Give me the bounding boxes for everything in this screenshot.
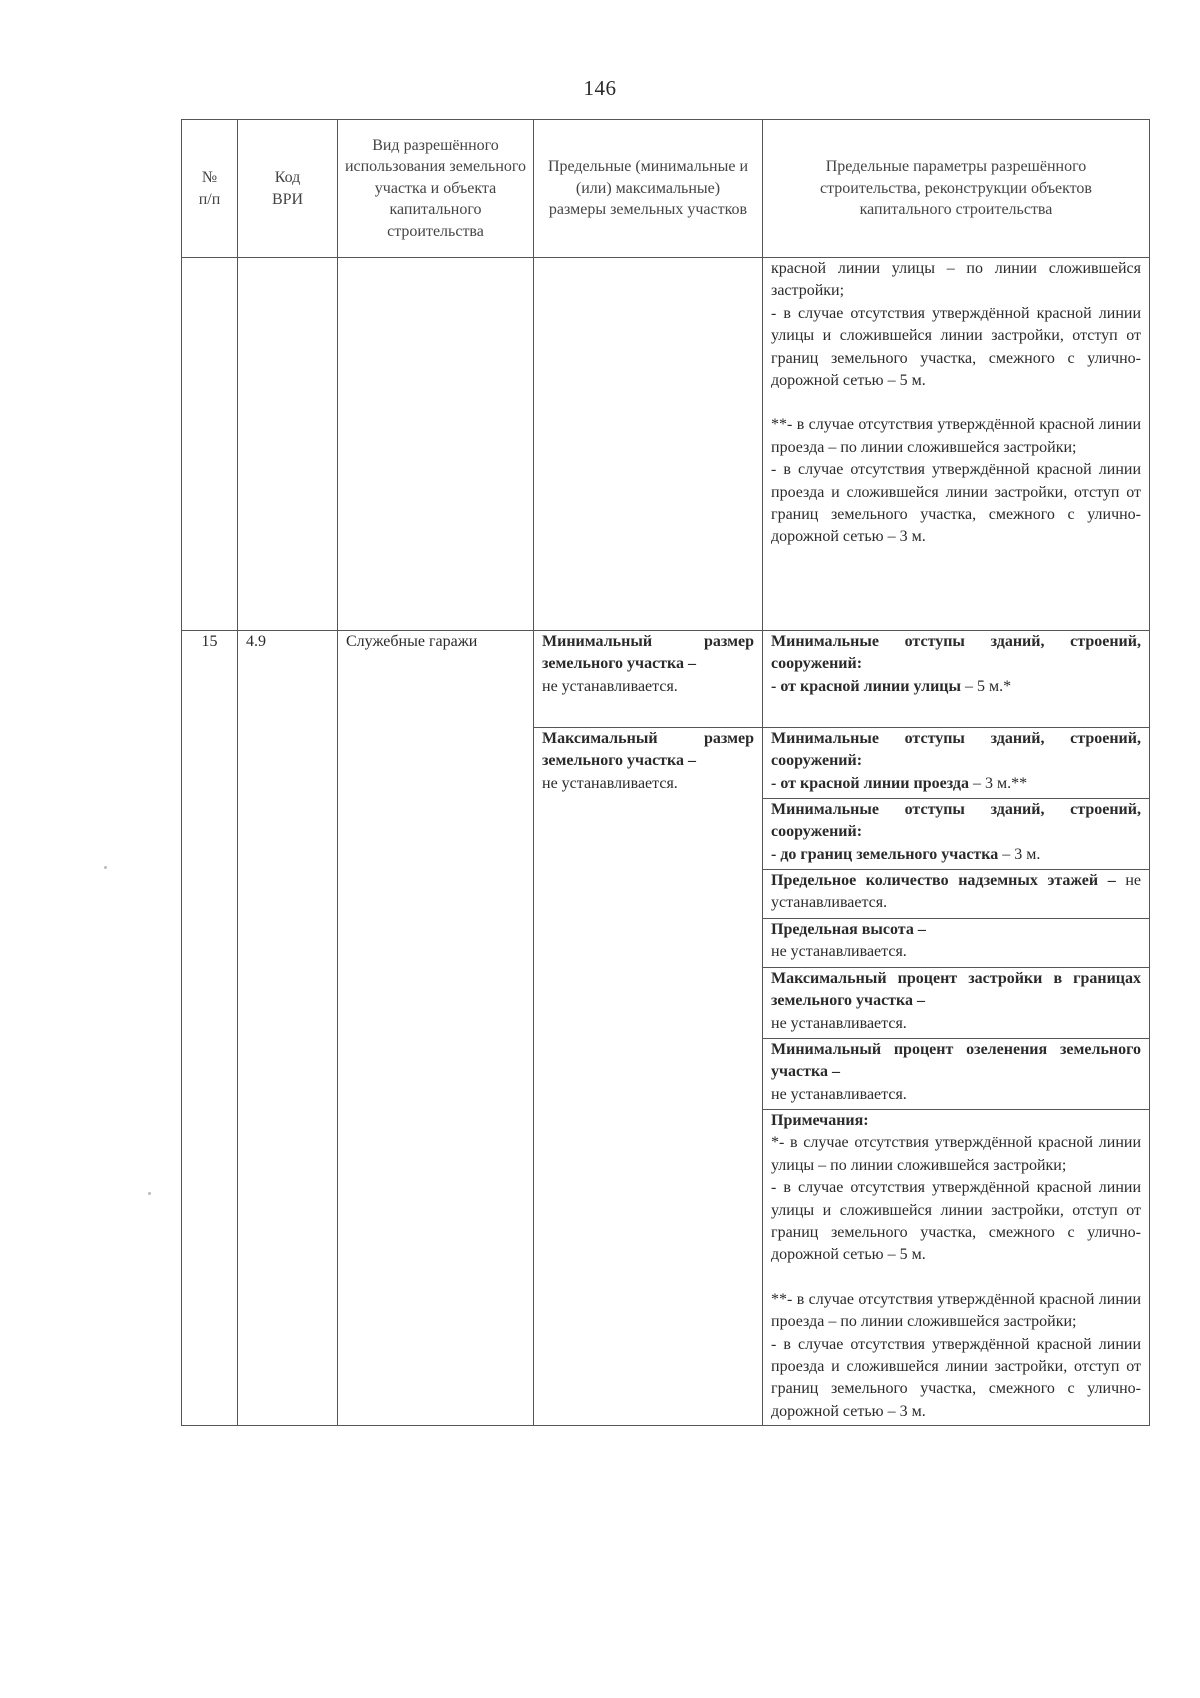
- size-min: [534, 631, 762, 728]
- param-setback-street: Минимальные отступы зданий, строений, сооружений: - от красной линии улицы – 5 м.*: [763, 631, 1149, 728]
- size-min-value: не устанавливается.: [542, 677, 678, 695]
- note-line: - в случае отсутствия утверждённой красной линии улицы и сложившейся линии застройки, отступ от границ земельного участка, смежного с улично-дорожной сетью – 5 м.: [771, 1179, 1141, 1264]
- param-max-coverage: Максимальный процент застройки в границах земельного участка – не устанавливается.: [763, 968, 1149, 1039]
- note-line: - в случае отсутствия утверждённой красной линии проезда и сложившейся линии застройки, отступ от границ земельного участка, смежного с улично-дорожной сетью – 3 м.: [771, 1335, 1141, 1420]
- page-number: 146: [583, 76, 617, 100]
- continuation-notes: [763, 258, 1150, 631]
- size-max-title: Максимальный размер земельного участка –: [542, 730, 754, 770]
- header-num: № п/п: [182, 120, 238, 258]
- param-floors: Предельное количество надземных этажей – не устанавливается.: [763, 870, 1149, 919]
- param-setback-boundary: Минимальные отступы зданий, строений, сооружений: - до границ земельного участка – 3 м.: [763, 799, 1149, 870]
- note-line: **- в случае отсутствия утверждённой красной линии проезда – по линии сложившейся застройки;: [771, 416, 1141, 456]
- note-line: красной линии улицы – по линии сложившейся застройки;: [771, 260, 1141, 300]
- header-code: Код ВРИ: [238, 120, 338, 258]
- header-kind: Вид разрешённого использования земельного участка и объекта капитального строительства: [338, 120, 534, 258]
- size-min-title: Минимальный размер земельного участка –: [542, 633, 754, 673]
- header-params: Предельные параметры разрешённого строительства, реконструкции объектов капитального строительства: [763, 120, 1150, 258]
- size-max-value: не устанавливается.: [542, 774, 678, 792]
- row-kind: Служебные гаражи: [338, 631, 534, 1426]
- notes-title: Примечания:: [771, 1112, 869, 1129]
- note-line: *- в случае отсутствия утверждённой красной линии улицы – по линии сложившейся застройки;: [771, 1134, 1141, 1174]
- scan-speck: [148, 1192, 151, 1195]
- params-cell: [763, 631, 1150, 1426]
- size-max: [534, 728, 762, 795]
- note-line: **- в случае отсутствия утверждённой красной линии проезда – по линии сложившейся застройки;: [771, 1290, 1141, 1331]
- note-line: - в случае отсутствия утверждённой красной линии улицы и сложившейся линии застройки, отступ от границ земельного участка, смежного с улично-дорожной сетью – 5 м.: [771, 304, 1141, 390]
- size-cell: [534, 631, 763, 1426]
- row-code: 4.9: [238, 631, 338, 1426]
- param-notes: [763, 1110, 1149, 1425]
- continuation-row: [182, 258, 1150, 631]
- table-row: [182, 631, 1150, 1426]
- table-header-row: [182, 120, 1150, 258]
- note-line: - в случае отсутствия утверждённой красной линии проезда и сложившейся линии застройки, отступ от границ земельного участка, смежного с улично-дорожной сетью – 3 м.: [771, 461, 1141, 546]
- param-height: Предельная высота – не устанавливается.: [763, 919, 1149, 968]
- param-setback-drive: Минимальные отступы зданий, строений, сооружений: - от красной линии проезда – 3 м.**: [763, 728, 1149, 799]
- param-min-greenery: Минимальный процент озеленения земельного участка – не устанавливается.: [763, 1039, 1149, 1110]
- row-num: 15: [182, 631, 238, 1426]
- scan-speck: [104, 866, 107, 869]
- header-size: Предельные (минимальные и (или) максимальные) размеры земельных участков: [534, 120, 763, 258]
- regulations-table: [181, 119, 1150, 1426]
